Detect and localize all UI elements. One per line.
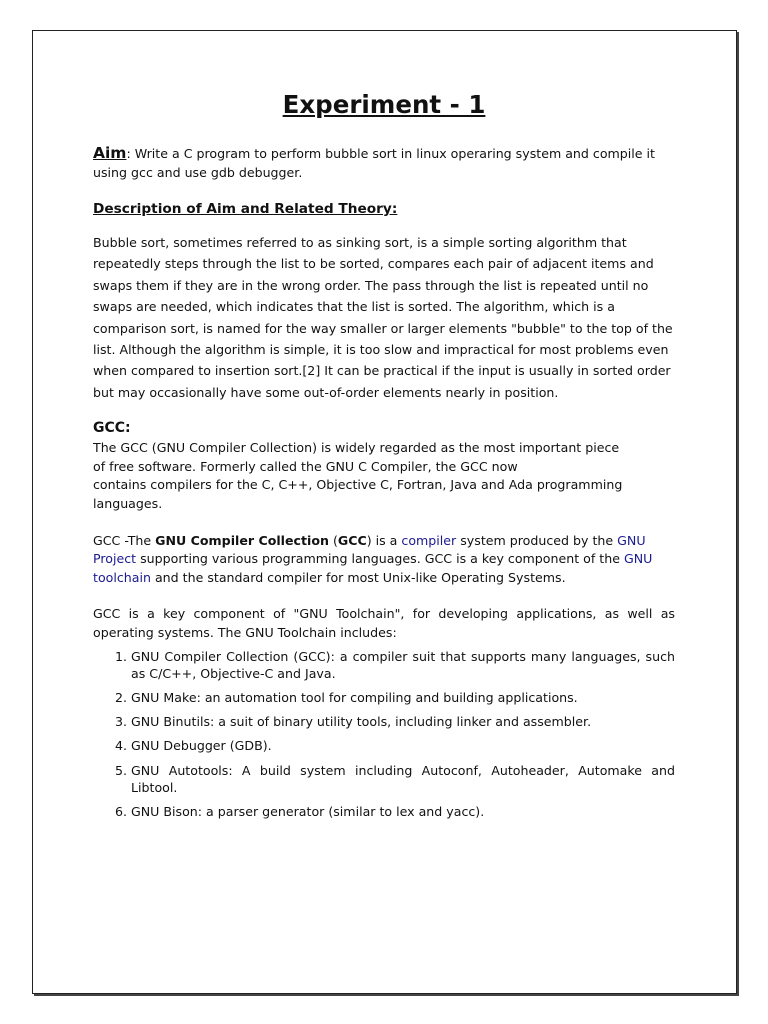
gcc-def-text-6: and the standard compiler for most Unix-like Operating Systems. — [150, 569, 566, 585]
gcc-definition-paragraph — [93, 532, 675, 588]
aim-label: Aim — [93, 144, 127, 162]
description-heading: Description of Aim and Related Theory: — [93, 201, 398, 217]
gcc-def-text-3: ) is a — [366, 532, 402, 548]
gcc-def-bold-1: GNU Compiler Collection — [155, 532, 329, 548]
gcc-def-bold-2: GCC — [337, 532, 367, 548]
list-item: 6. GNU Bison: a parser generator (similar to lex and yacc). — [131, 803, 675, 821]
gnu-project-link[interactable]: GNU Project — [93, 532, 646, 567]
list-item: 4. GNU Debugger (GDB). — [131, 737, 675, 755]
aim-paragraph — [93, 144, 675, 182]
gcc-intro-line-1: The GCC (GNU Compiler Collection) is widely regarded as the most important piece — [93, 440, 620, 456]
gcc-def-text-4: system produced by the — [456, 532, 618, 548]
gcc-def-text-1: GCC -The — [93, 532, 156, 548]
gcc-def-text-5: supporting various programming languages. GCC is a key component of the — [136, 551, 624, 567]
gcc-heading: GCC: — [93, 420, 131, 437]
page-title: Experiment - 1 — [282, 90, 486, 119]
toolchain-list — [93, 648, 675, 821]
document-body — [93, 88, 675, 827]
gnu-toolchain-link[interactable]: GNU toolchain — [93, 551, 653, 585]
gcc-intro-paragraph — [93, 439, 675, 513]
toolchain-paragraph: GCC is a key component of "GNU Toolchain", for developing applications, as well as operating systems. The GNU Toolchain includes: — [93, 606, 675, 640]
gcc-intro-line-2: of free software. Formerly called the GNU C Compiler, the GCC now — [93, 458, 518, 474]
list-item: 2. GNU Make: an automation tool for compiling and building applications. — [131, 689, 675, 707]
list-item: 3. GNU Binutils: a suit of binary utility tools, including linker and assembler. — [131, 713, 675, 731]
list-item: 5. GNU Autotools: A build system including Autoconf, Autoheader, Automake and Libtool. — [131, 762, 675, 797]
bubble-sort-paragraph: Bubble sort, sometimes referred to as sinking sort, is a simple sorting algorithm that repeatedly steps through the list to be sorted, compares each pair of adjacent items and swaps them if they are in the wrong order. The pass through the list is repeated until no swaps are needed, which indicates that the list is sorted. The algorithm, which is a comparison sort, is named for the way smaller or larger elements "bubble" to the top of the list. Although the algorithm is simple, it is too slow and impractical for most problems even when compared to insertion sort.[2] It can be practical if the input is usually in sorted order but may occasionally have some out-of-order elements nearly in position. — [93, 235, 673, 400]
aim-text: Write a C program to perform bubble sort in linux operaring system and compile it using gcc and use gdb debugger. — [93, 146, 655, 180]
list-item: 1. GNU Compiler Collection (GCC): a compiler suit that supports many languages, such as C/C++, Objective-C and Java. — [131, 648, 675, 683]
compiler-link[interactable]: compiler — [401, 532, 457, 548]
gcc-intro-line-3: contains compilers for the C, C++, Objective C, Fortran, Java and Ada programming languages. — [93, 477, 623, 512]
aim-colon: : — [126, 146, 131, 161]
gcc-def-text-2: ( — [328, 532, 338, 548]
